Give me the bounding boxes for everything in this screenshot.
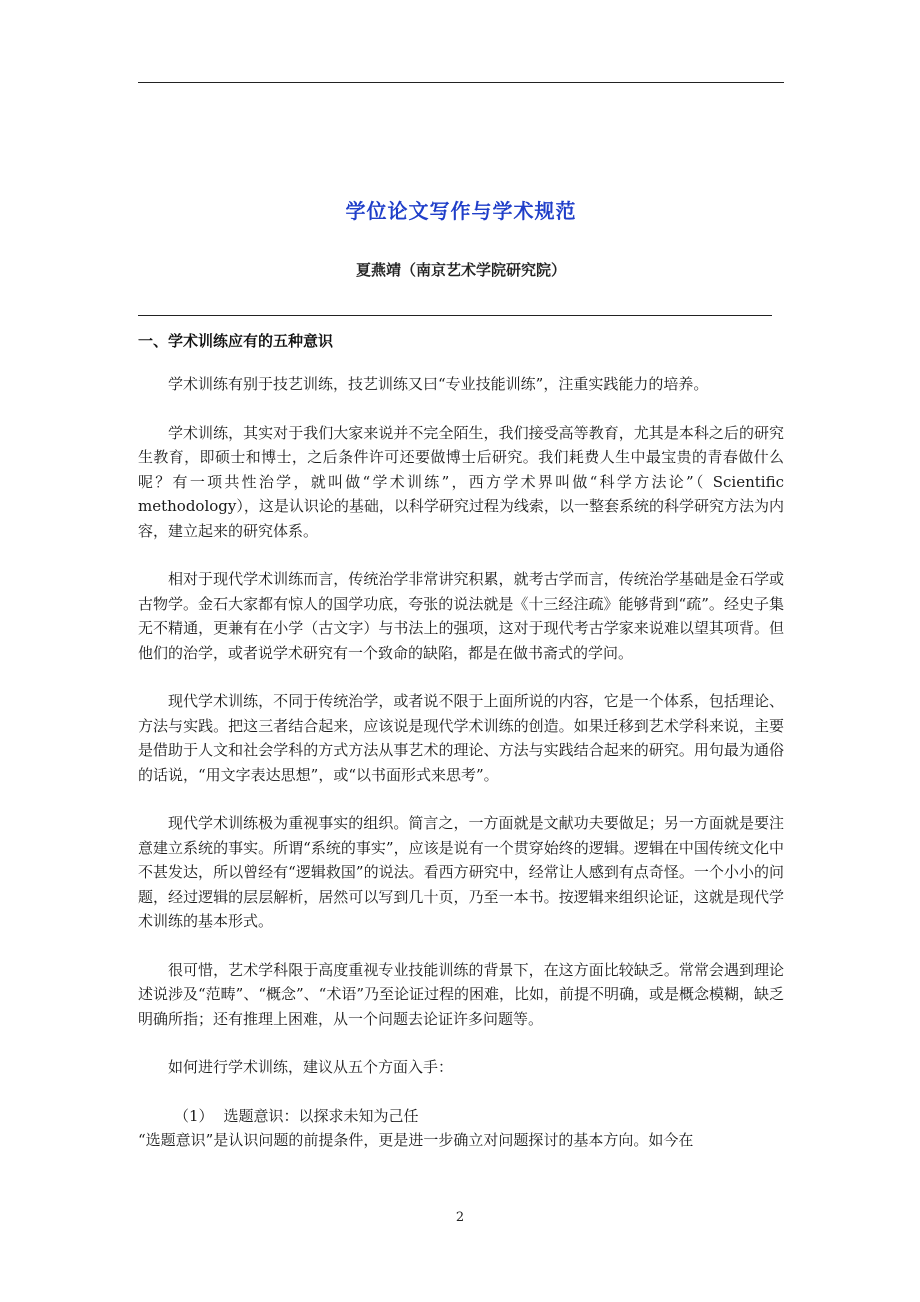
title-divider <box>138 315 772 316</box>
paragraph: 如何进行学术训练，建议从五个方面入手： <box>168 1058 454 1076</box>
paragraph: 学术训练，其实对于我们大家来说并不完全陌生，我们接受高等教育，尤其是本科之后的研究生教育，即硕士和博士，之后条件许可还要做博士后研究。我们耗费人生中最宝贵的青春做什么呢？有一项共性治学，就叫做“学术训练”，西方学术界叫做“科学方法论”（ Scientific methodology），这是认识论的基础，以科学研究过程为线索，以一整套系统的科学研究方法为内容，建立起来的研究体系。 <box>138 423 784 540</box>
paragraph: 相对于现代学术训练而言，传统治学非常讲究积累，就考古学而言，传统治学基础是金石学或古物学。金石大家都有惊人的国学功底，夸张的说法就是《十三经注疏》能够背到“疏”。经史子集无不精通，更兼有在小学（古文字）与书法上的强项，这对于现代考古学家来说难以望其项背。但他们的治学，或者说学术研究有一个致命的缺陷，都是在做书斋式的学问。 <box>138 570 784 662</box>
list-item-number: （1） <box>174 1106 214 1125</box>
body-text <box>138 372 784 1153</box>
author-line: 夏燕靖（南京艺术学院研究院） <box>355 261 566 279</box>
list-item <box>138 1104 784 1129</box>
paragraph: 学术训练有别于技艺训练，技艺训练又曰“专业技能训练”，注重实践能力的培养。 <box>168 375 709 393</box>
paragraph: 很可惜，艺术学科限于高度重视专业技能训练的背景下，在这方面比较缺乏。常常会遇到理论述说涉及“范畴”、“概念”、“术语”乃至论证过程的困难，比如，前提不明确，或是概念模糊，缺乏明确所指；还有推理上困难，从一个问题去论证许多问题等。 <box>138 960 785 1028</box>
paragraph-continuation: “选题意识”是认识问题的前提条件，更是进一步确立对问题探讨的基本方向。如今在 <box>138 1131 694 1149</box>
header-rule <box>138 82 784 83</box>
paragraph: 现代学术训练极为重视事实的组织。简言之，一方面就是文献功夫要做足；另一方面就是要注意建立系统的事实。所谓“系统的事实”，应该是说有一个贯穿始终的逻辑。逻辑在中国传统文化中不甚发达，所以曾经有“逻辑救国”的说法。看西方研究中，经常让人感到有点奇怪。一个小小的问题，经过逻辑的层层解析，居然可以写到几十页，乃至一本书。按逻辑来组织论证，这就是现代学术训练的基本形式。 <box>138 814 784 930</box>
page-number: 2 <box>455 1210 465 1225</box>
document-title: 学位论文写作与学术规范 <box>345 199 577 223</box>
paragraph: 现代学术训练，不同于传统治学，或者说不限于上面所说的内容，它是一个体系，包括理论、方法与实践。把这三者结合起来，应该说是现代学术训练的创造。如果迁移到艺术学科来说，主要是借助于人文和社会学科的方式方法从事艺术的理论、方法与实践结合起来的研究。用句最为通俗的话说，“用文字表达思想”，或“以书面形式来思考”。 <box>138 692 784 784</box>
list-item-label: 选题意识：以探求未知为己任 <box>223 1106 419 1125</box>
section-heading: 一、学术训练应有的五种意识 <box>138 332 334 350</box>
